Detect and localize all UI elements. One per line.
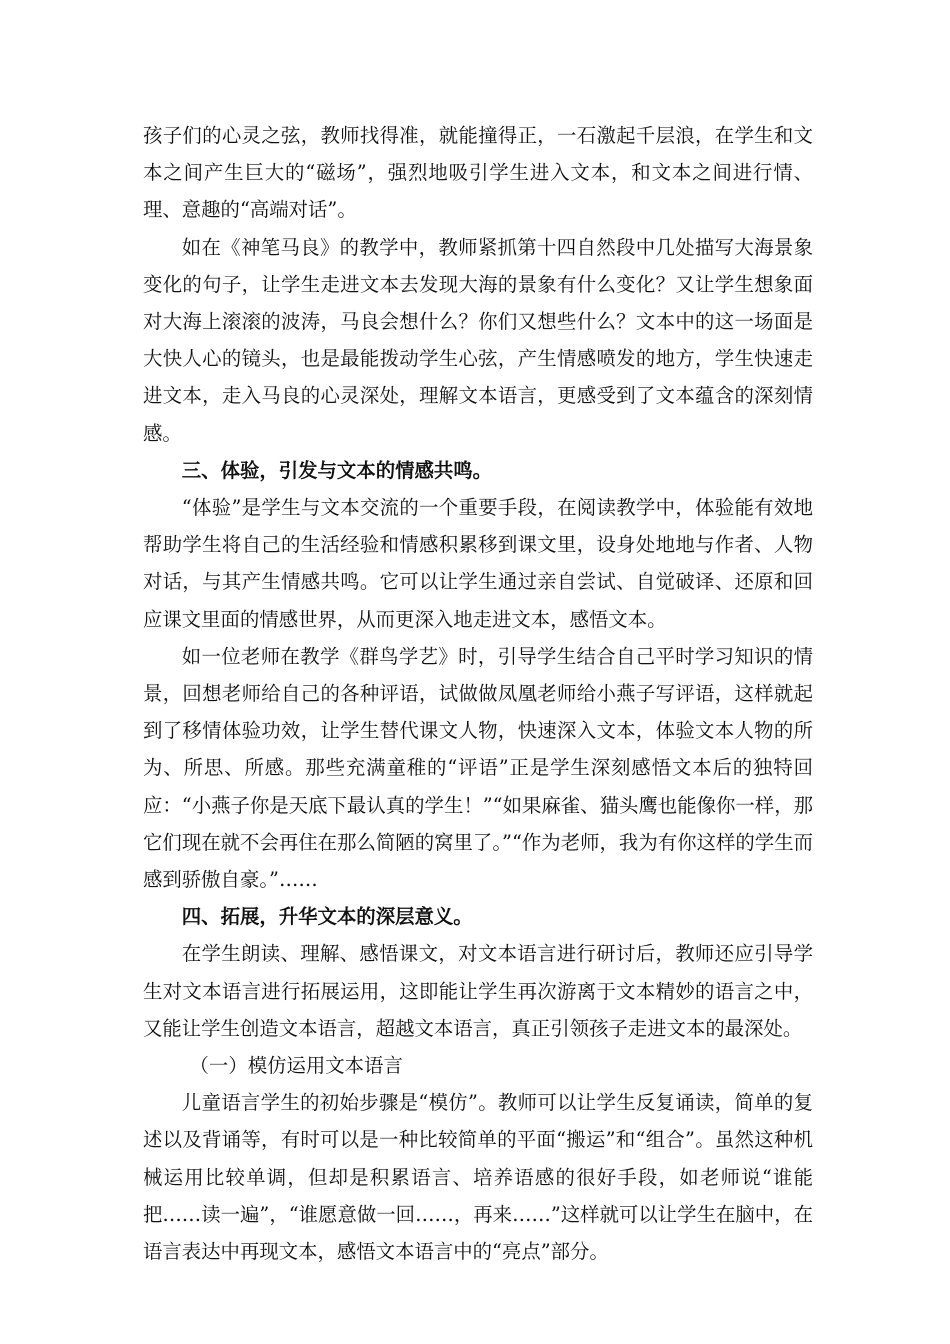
body-paragraph: 如一位老师在教学《群鸟学艺》时，引导学生结合自己平时学习知识的情景，回想老师给自己的各种评语，试做做凤凰老师给小燕子写评语，这样就起到了移情体验功效，让学生替代课文人物，快速深入文本，体验文本人物的所为、所思、所感。那些充满童稚的“评语”正是学生深刻感悟文本后的独特回应：“小燕子你是天底下最认真的学生！”“如果麻雀、猫头鹰也能像你一样，那它们现在就不会再住在那么简陋的窝里了。”“作为老师，我为有你这样的学生而感到骄傲自豪。”…… [143, 644, 813, 892]
section-heading: 四、拓展，升华文本的深层意义。 [181, 905, 473, 929]
document-page [143, 117, 813, 1270]
body-paragraph: “体验”是学生与文本交流的一个重要手段，在阅读教学中，体验能有效地帮助学生将自己的生活经验和情感积累移到课文里，设身处地地与作者、人物对话，与其产生情感共鸣。它可以让学生通过亲自尝试、自觉破译、还原和回应课文里面的情感世界，从而更深入地走进文本，感悟文本。 [143, 496, 813, 631]
subsection-heading: （一）模仿运用文本语言 [189, 1054, 403, 1078]
body-paragraph: 如在《神笔马良》的教学中，教师紧抓第十四自然段中几处描写大海景象变化的句子，让学生走进文本去发现大海的景象有什么变化？又让学生想象面对大海上滚滚的波涛，马良会想什么？你们又想些什么？文本中的这一场面是大快人心的镜头，也是最能拨动学生心弦，产生情感喷发的地方，学生快速走进文本，走入马良的心灵深处，理解文本语言，更感受到了文本蕴含的深刻情感。 [143, 235, 813, 445]
body-paragraph: 孩子们的心灵之弦，教师找得准，就能撞得正，一石激起千层浪，在学生和文本之间产生巨大的“磁场”，强烈地吸引学生进入文本，和文本之间进行情、理、意趣的“高端对话”。 [143, 124, 813, 222]
body-paragraph: 儿童语言学生的初始步骤是“模仿”。教师可以让学生反复诵读，简单的复述以及背诵等，有时可以是一种比较简单的平面“搬运”和“组合”。虽然这种机械运用比较单调，但却是积累语言、培养语感的很好手段，如老师说“谁能把……读一遍”，“谁愿意做一回……，再来……”这样就可以让学生在脑中，在语言表达中再现文本，感悟文本语言中的“亮点”部分。 [143, 1091, 813, 1264]
section-heading: 三、体验，引发与文本的情感共鸣。 [181, 458, 493, 482]
body-paragraph: 在学生朗读、理解、感悟课文，对文本语言进行研讨后，教师还应引导学生对文本语言进行拓展运用，这即能让学生再次游离于文本精妙的语言之中，又能让学生创造文本语言，超越文本语言，真正引领孩子走进文本的最深处。 [143, 942, 813, 1040]
